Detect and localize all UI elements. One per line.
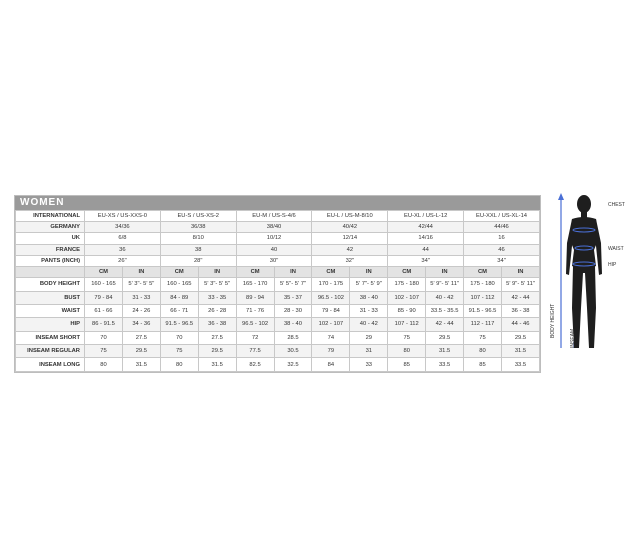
unit-cm: CM [464, 266, 502, 277]
measure-value: 36 - 38 [198, 318, 236, 331]
size-cell: 38/40 [236, 222, 312, 233]
unit-in: IN [122, 266, 160, 277]
measure-value: 5' 3"- 5' 5" [122, 278, 160, 291]
size-cell: 8/10 [160, 233, 236, 244]
size-cell: 44 [388, 244, 464, 255]
measure-value: 66 - 71 [160, 304, 198, 317]
size-cell: EU-M / US-S-4/6 [236, 211, 312, 222]
measure-value: 89 - 94 [236, 291, 274, 304]
measure-value: 26 - 28 [198, 304, 236, 317]
measure-value: 31.5 [426, 345, 464, 358]
size-cell: 42/44 [388, 222, 464, 233]
unit-in: IN [274, 266, 312, 277]
arrow-head-icon [558, 193, 564, 200]
waist-label: WAIST [608, 246, 624, 252]
measure-value: 40 - 42 [350, 318, 388, 331]
measure-value: 5' 9"- 5' 11" [426, 278, 464, 291]
measure-value: 75 [160, 345, 198, 358]
measure-value: 75 [388, 331, 426, 344]
measure-value: 91.5 - 96.5 [464, 304, 502, 317]
measure-label: WAIST [16, 304, 85, 317]
measure-value: 80 [160, 358, 198, 371]
measure-value: 34 - 36 [122, 318, 160, 331]
measure-value: 31 - 33 [122, 291, 160, 304]
measure-value: 91.5 - 96.5 [160, 318, 198, 331]
size-chart [14, 195, 541, 373]
measure-value: 80 [388, 345, 426, 358]
measure-value: 74 [312, 331, 350, 344]
measure-value: 75 [464, 331, 502, 344]
measure-value: 33.5 - 35.5 [426, 304, 464, 317]
measure-value: 102 - 107 [388, 291, 426, 304]
measure-value: 31 - 33 [350, 304, 388, 317]
unit-in: IN [198, 266, 236, 277]
size-row [16, 222, 540, 233]
size-cell: 36/38 [160, 222, 236, 233]
measure-value: 160 - 165 [160, 278, 198, 291]
size-cell: EU-L / US-M-8/10 [312, 211, 388, 222]
size-cell: 36 [85, 244, 161, 255]
measure-value: 96.5 - 102 [312, 291, 350, 304]
measure-value: 24 - 26 [122, 304, 160, 317]
size-cell: 42 [312, 244, 388, 255]
size-row [16, 255, 540, 266]
unit-in: IN [426, 266, 464, 277]
measure-row [16, 358, 540, 371]
unit-in: IN [350, 266, 388, 277]
measure-value: 102 - 107 [312, 318, 350, 331]
row-label: FRANCE [16, 244, 85, 255]
measure-value: 96.5 - 102 [236, 318, 274, 331]
measure-label: BODY HEIGHT [16, 278, 85, 291]
size-cell: 6/8 [85, 233, 161, 244]
measure-value: 85 - 90 [388, 304, 426, 317]
measure-value: 86 - 91.5 [85, 318, 123, 331]
measure-value: 29.5 [122, 345, 160, 358]
measure-value: 107 - 112 [464, 291, 502, 304]
measure-value: 29.5 [501, 331, 539, 344]
measure-row [16, 345, 540, 358]
measure-value: 28 - 30 [274, 304, 312, 317]
measure-value: 42 - 44 [426, 318, 464, 331]
size-cell: 30" [236, 255, 312, 266]
size-cell: 34" [464, 255, 540, 266]
measure-label: BUST [16, 291, 85, 304]
measure-label: HIP [16, 318, 85, 331]
unit-cm: CM [85, 266, 123, 277]
unit-in: IN [501, 266, 539, 277]
row-label: PANTS (INCH) [16, 255, 85, 266]
measure-value: 79 - 84 [85, 291, 123, 304]
size-cell: EU-XS / US-XXS-0 [85, 211, 161, 222]
measure-value: 84 - 89 [160, 291, 198, 304]
measure-value: 5' 5"- 5' 7" [274, 278, 312, 291]
measure-value: 175 - 180 [464, 278, 502, 291]
measure-label: INSEAM LONG [16, 358, 85, 371]
measure-value: 33.5 [501, 358, 539, 371]
size-cell: 38 [160, 244, 236, 255]
size-row [16, 211, 540, 222]
measure-value: 85 [464, 358, 502, 371]
measure-value: 77.5 [236, 345, 274, 358]
measure-value: 70 [160, 331, 198, 344]
measure-value: 28.5 [274, 331, 312, 344]
measure-row [16, 318, 540, 331]
unit-cm: CM [312, 266, 350, 277]
unit-cm: CM [160, 266, 198, 277]
measure-value: 5' 9"- 5' 11" [501, 278, 539, 291]
chart-title: WOMEN [15, 196, 540, 210]
measure-value: 42 - 44 [501, 291, 539, 304]
measure-value: 70 [85, 331, 123, 344]
measure-value: 40 - 42 [426, 291, 464, 304]
hip-label: HIP [608, 262, 617, 268]
size-cell: 10/12 [236, 233, 312, 244]
measure-value: 170 - 175 [312, 278, 350, 291]
measure-value: 31.5 [122, 358, 160, 371]
measure-value: 85 [388, 358, 426, 371]
measure-row [16, 278, 540, 291]
size-cell: EU-S / US-XS-2 [160, 211, 236, 222]
measure-value: 5' 3"- 5' 5" [198, 278, 236, 291]
size-cell: 44/46 [464, 222, 540, 233]
chest-label: CHEST [608, 202, 625, 208]
measure-value: 71 - 76 [236, 304, 274, 317]
measure-value: 29.5 [426, 331, 464, 344]
measure-value: 36 - 38 [501, 304, 539, 317]
measure-value: 44 - 46 [501, 318, 539, 331]
row-label: INTERNATIONAL [16, 211, 85, 222]
measure-label: INSEAM SHORT [16, 331, 85, 344]
measure-value: 175 - 180 [388, 278, 426, 291]
size-cell: 40 [236, 244, 312, 255]
measure-value: 107 - 112 [388, 318, 426, 331]
measure-value: 75 [85, 345, 123, 358]
body-figure [548, 188, 628, 368]
body-silhouette-illustration [548, 188, 628, 368]
measure-value: 32.5 [274, 358, 312, 371]
measure-value: 27.5 [198, 331, 236, 344]
size-cell: 40/42 [312, 222, 388, 233]
size-cell: 28" [160, 255, 236, 266]
size-cell: EU-XXL / US-XL-14 [464, 211, 540, 222]
measure-row [16, 331, 540, 344]
measure-value: 29.5 [198, 345, 236, 358]
measure-value: 80 [464, 345, 502, 358]
unit-cm: CM [388, 266, 426, 277]
measure-value: 38 - 40 [350, 291, 388, 304]
woman-silhouette-icon [566, 195, 602, 348]
measure-value: 33 [350, 358, 388, 371]
measure-value: 27.5 [122, 331, 160, 344]
measure-row [16, 291, 540, 304]
measure-value: 29 [350, 331, 388, 344]
measure-value: 160 - 165 [85, 278, 123, 291]
inseam-label: INSEAM [570, 328, 576, 348]
measure-row [16, 304, 540, 317]
size-cell: 26" [85, 255, 161, 266]
measure-value: 82.5 [236, 358, 274, 371]
size-cell: 14/16 [388, 233, 464, 244]
measure-value: 30.5 [274, 345, 312, 358]
size-table [15, 210, 540, 372]
units-row [16, 266, 540, 277]
measure-value: 84 [312, 358, 350, 371]
measure-value: 61 - 66 [85, 304, 123, 317]
size-row [16, 244, 540, 255]
measure-value: 72 [236, 331, 274, 344]
body-height-label: BODY HEIGHT [550, 303, 556, 338]
measure-value: 35 - 37 [274, 291, 312, 304]
measure-value: 31.5 [198, 358, 236, 371]
measure-value: 79 - 84 [312, 304, 350, 317]
measure-value: 38 - 40 [274, 318, 312, 331]
row-label: UK [16, 233, 85, 244]
measure-value: 31.5 [501, 345, 539, 358]
size-cell: 34/36 [85, 222, 161, 233]
measure-value: 33 - 35 [198, 291, 236, 304]
measure-value: 79 [312, 345, 350, 358]
measure-value: 165 - 170 [236, 278, 274, 291]
size-row [16, 233, 540, 244]
measure-value: 5' 7"- 5' 9" [350, 278, 388, 291]
measure-value: 33.5 [426, 358, 464, 371]
size-cell: EU-XL / US-L-12 [388, 211, 464, 222]
size-cell: 32" [312, 255, 388, 266]
size-cell: 46 [464, 244, 540, 255]
size-cell: 34" [388, 255, 464, 266]
measure-value: 112 - 117 [464, 318, 502, 331]
row-label: GERMANY [16, 222, 85, 233]
units-row-label [16, 266, 85, 277]
size-cell: 12/14 [312, 233, 388, 244]
unit-cm: CM [236, 266, 274, 277]
measure-value: 80 [85, 358, 123, 371]
measure-label: INSEAM REGULAR [16, 345, 85, 358]
measure-value: 31 [350, 345, 388, 358]
size-cell: 16 [464, 233, 540, 244]
